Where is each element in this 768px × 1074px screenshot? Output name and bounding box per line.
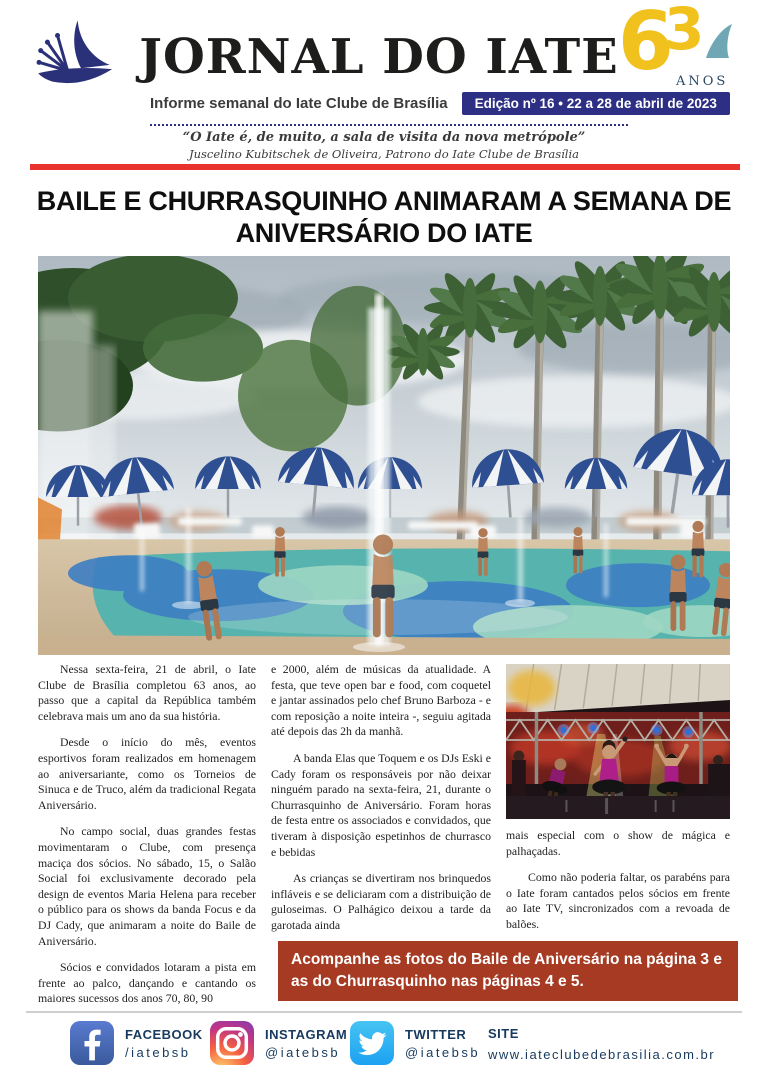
- paragraph: Desde o início do mês, eventos esportivos foram realizados em homenagem ao aniversariante, como os Torneios de Sinuca e de Truco, além da tradicional Regata Aniversário.: [38, 735, 257, 812]
- sail-icon: [704, 22, 734, 64]
- social-handle: @iatebsb: [265, 1044, 341, 1060]
- social-network-label: INSTAGRAM: [265, 1026, 348, 1042]
- footer-twitter-link[interactable]: [350, 1021, 480, 1065]
- newspaper-subtitle: Informe semanal do Iate Clube de Brasília: [150, 95, 448, 112]
- dotted-divider: [150, 124, 628, 126]
- newspaper-title: JORNAL DO IATE: [139, 29, 619, 85]
- instagram-icon: [210, 1021, 254, 1065]
- paragraph: Como não poderia faltar, os parabéns para o Iate foram cantados pelos sócios em frente ao Iate TV, sincronizados com a revoada de balões.: [506, 870, 730, 931]
- anniversary-digit: 3: [664, 0, 705, 63]
- twitter-icon: [350, 1021, 394, 1065]
- paragraph: Sócios e convidados lotaram a pista em frente ao palco, dançando e cantando os maiores sucessos dos anos 70, 80, 90: [38, 960, 257, 1006]
- red-divider-bar: [30, 164, 740, 170]
- footer-site-link[interactable]: [488, 1026, 715, 1062]
- patron-quote: “O Iate é, de muito, a sala de visita da nova metrópole”: [182, 130, 586, 145]
- footer-divider: [26, 1011, 742, 1013]
- social-network-label: FACEBOOK: [125, 1026, 203, 1042]
- footer-instagram-link[interactable]: [210, 1021, 347, 1065]
- paragraph: Nessa sexta-feira, 21 de abril, o Iate Clube de Brasília completou 63 anos, ao passo que a capital da República também celebrava mais um ano da sua história.: [38, 662, 257, 723]
- paragraph: No campo social, duas grandes festas movimentaram o Clube, com presença maciça dos sócios. No sábado, 15, o Salão Social foi exclusivamente decorado pela design de eventos Maria Helena para receber o público para os shows da banda Focus e da DJ Cady, que animaram a noite do Baile de Aniversário.: [38, 824, 257, 948]
- edition-badge: Edição nº 16 • 22 a 28 de abril de 2023: [462, 92, 730, 115]
- paragraph: e 2000, além de músicas da atualidade. A festa, que teve open bar e food, com coquetel e jantar assinados pelo chef Bruno Barboza - e com reposição a noite inteira -, seguiu agitada até depois das 2h da manhã.: [271, 662, 492, 739]
- article-column-1: [38, 662, 256, 1006]
- stage-photo: [506, 664, 730, 819]
- social-handle: @iatebsb: [405, 1044, 481, 1060]
- site-url: www.iateclubedebrasilia.com.br: [488, 1047, 716, 1062]
- main-photo: [38, 256, 730, 655]
- footer-facebook-link[interactable]: [70, 1021, 203, 1065]
- anniversary-label: ANOS: [676, 74, 729, 89]
- article-headline: BAILE E CHURRASQUINHO ANIMARAM A SEMANA DE ANIVERSÁRIO DO IATE: [36, 186, 732, 248]
- patron-quote-author: Juscelino Kubitschek de Oliveira, Patrono do Iate Clube de Brasília: [189, 147, 579, 161]
- paragraph: mais especial com o show de mágica e palhaçadas.: [506, 828, 730, 858]
- site-label: SITE: [488, 1026, 519, 1041]
- social-network-label: TWITTER: [405, 1026, 467, 1042]
- photo-pages-banner: Acompanhe as fotos do Baile de Aniversário na página 3 e as do Churrasquinho nas páginas 4 e 5.: [278, 941, 738, 1001]
- iate-club-logo-icon: [34, 12, 118, 106]
- paragraph: As crianças se divertiram nos brinquedos infláveis e se deliciaram com a distribuição de guloseimas. O Palhágico deixou a tarde da garotada ainda: [271, 871, 492, 932]
- paragraph: A banda Elas que Toquem e os DJs Eski e Cady foram os responsáveis por não deixar ninguém parado na sexta-feira, 21, durante o Churrasquinho de Aniversário. Foram horas de festa entre os associados e convidados, que tiveram à disposição espetinhos de churrasco e bebidas: [271, 750, 492, 859]
- anniversary-digit: 6: [618, 0, 674, 88]
- social-handle: /iatebsb: [125, 1044, 191, 1060]
- facebook-icon: [70, 1021, 114, 1065]
